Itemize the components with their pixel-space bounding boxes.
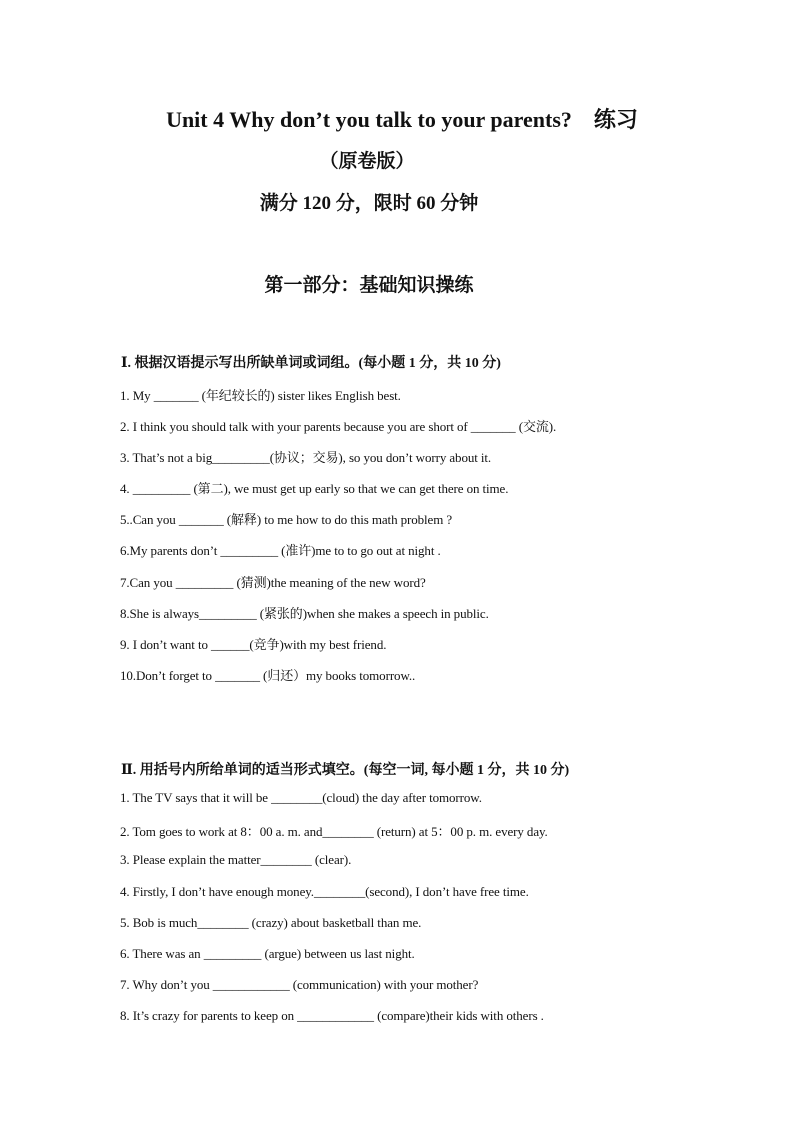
section1-question: 4. _________ (第二), we must get up early so that we can get there on time.: [120, 481, 509, 496]
section1-question: 10.Don’t forget to _______ (归还）my books tomorrow..: [120, 668, 416, 683]
section1-question: 8.She is always_________ (紧张的)when she makes a speech in public.: [120, 606, 489, 621]
section1-question: 7.Can you _________ (猜测)the meaning of the new word?: [120, 575, 426, 590]
section1-question: 1. My _______ (年纪较长的) sister likes English best.: [120, 388, 401, 403]
section1-question: 3. That’s not a big_________(协议；交易), so you don’t worry about it.: [120, 450, 492, 465]
section2-question: 2. Tom goes to work at 8：00 a. m. and________ (return) at 5：00 p. m. every day.: [120, 824, 548, 839]
section2-question: 5. Bob is much________ (crazy) about basketball than me.: [120, 915, 422, 930]
section2-question: 7. Why don’t you ____________ (communication) with your mother?: [120, 977, 479, 992]
section1-question: 6.My parents don’t _________ (准许)me to to go out at night .: [120, 543, 441, 558]
section1-question: 5..Can you _______ (解释) to me how to do this math problem ?: [120, 512, 453, 527]
part-title: 第一部分：基础知识操练: [264, 275, 474, 296]
section2-heading: Ⅱ. 用括号内所给单词的适当形式填空。(每空一词, 每小题 1 分，共 10 分): [121, 763, 570, 778]
section2-question: 6. There was an _________ (argue) between us last night.: [120, 946, 415, 961]
section1-question: 2. I think you should talk with your parents because you are short of _______ (交流).: [120, 419, 557, 434]
page-title: Unit 4 Why don’t you talk to your parents? 练习: [166, 107, 638, 132]
section2-question: 1. The TV says that it will be ________(cloud) the day after tomorrow.: [120, 790, 482, 805]
page-subtitle: （原卷版）: [319, 151, 415, 172]
section2-question: 3. Please explain the matter________ (clear).: [120, 852, 352, 867]
section1-heading: Ⅰ. 根据汉语提示写出所缺单词或词组。(每小题 1 分，共 10 分): [121, 356, 501, 371]
score-info: 满分 120 分，限时 60 分钟: [259, 193, 479, 214]
section2-question: 8. It’s crazy for parents to keep on ____________ (compare)their kids with others .: [120, 1008, 544, 1023]
section1-question: 9. I don’t want to ______(竞争)with my best friend.: [120, 637, 387, 652]
section2-question: 4. Firstly, I don’t have enough money.________(second), I don’t have free time.: [120, 884, 529, 899]
